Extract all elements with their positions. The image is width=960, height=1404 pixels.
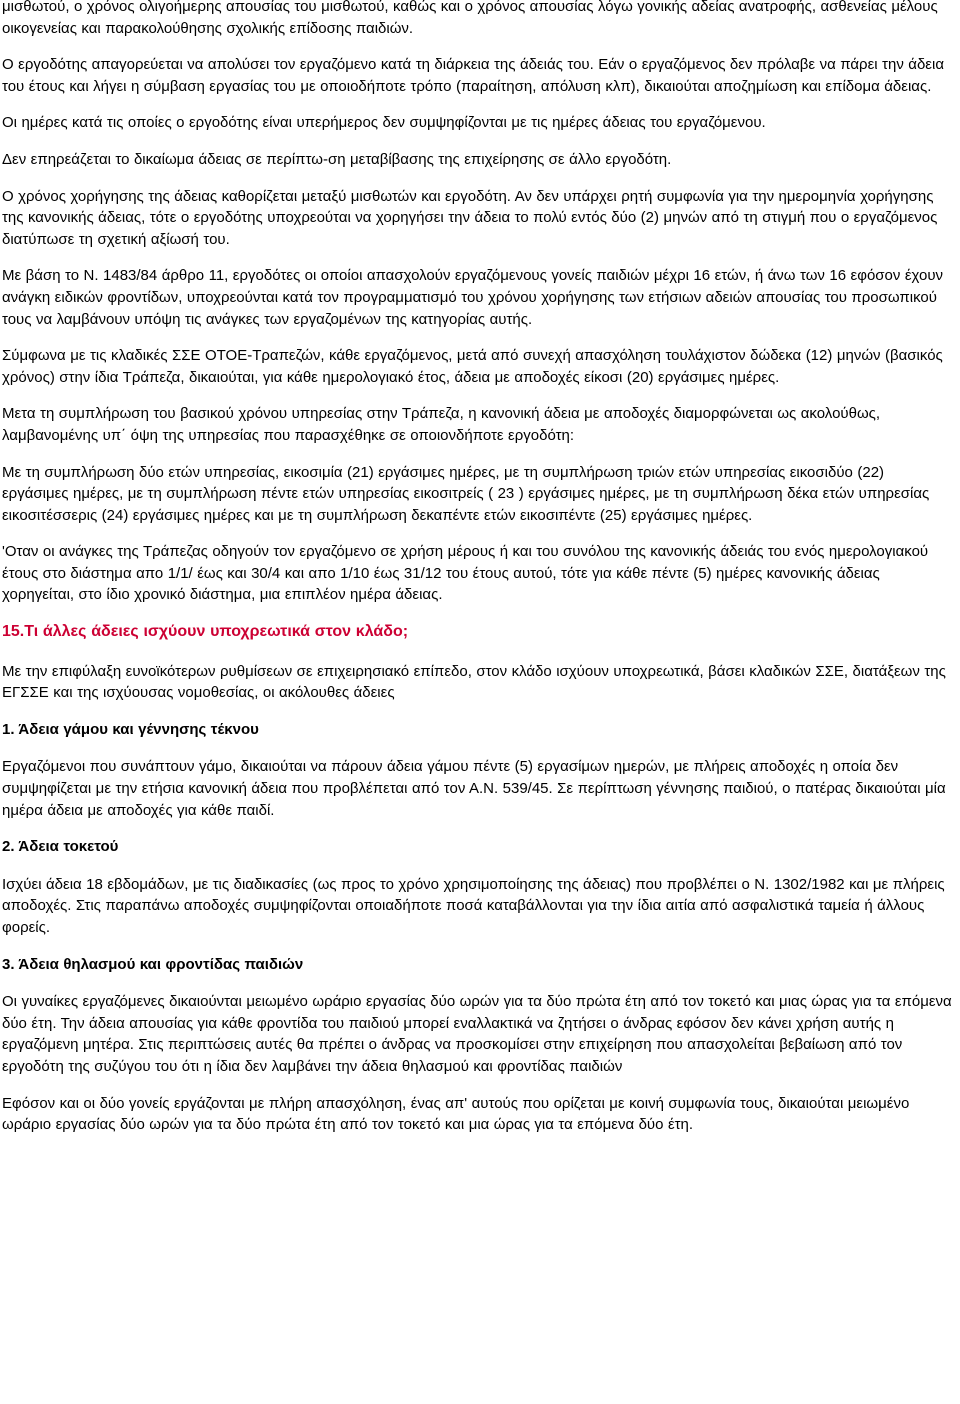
paragraph-otoe-agreement: Σύμφωνα με τις κλαδικές ΣΣΕ ΟΤΟΕ-Τραπεζών, κάθε εργαζόμενος, μετά από συνεχή απασχόληση τουλάχιστον δώδεκα (12) μηνών (βασικός χρόνος) στην ίδια Τράπεζα, δικαιούται, για κάθε ημερολογιακό έτος, άδεια με αποδοχές είκοσι (20) εργάσιμες ημέρες. (2, 347, 943, 386)
paragraph-parents-law: Με βάση το Ν. 1483/84 άρθρο 11, εργοδότες οι οποίοι απασχολούν εργαζόμενους γονείς παιδιών μέχρι 16 ετών, ή άνω των 16 εφόσον έχουν ανάγκη ειδικών φροντίδων, υποχρεούνται κατά τον προγραμματισμό του χρόνου χορήγησης των ετήσιων αδειών απουσίας του προσωπικού τους να λαμβάνουν υπόψη τις ανάγκες των εργαζομένων της κατηγορίας αυτής. (2, 267, 944, 328)
subsection-heading-maternity: 2. Άδεια τοκετού (2, 838, 119, 856)
paragraph-dismissal-prohibition: Ο εργοδότης απαγορεύεται να απολύσει τον εργαζόμενο κατά τη διάρκεια της άδειάς του. Εάν ο εργαζόμενος δεν πρόλαβε να πάρει την άδεια του έτους και λήγει η σύμβαση εργασίας του με οποιοδήποτε τρόπο (παραίτηση, απόλυση κλπ), δικαιούται αποζημίωση και επίδομα άδειας. (2, 56, 944, 95)
paragraph-leave-timing: Ο χρόνος χορήγησης της άδειας καθορίζεται μεταξύ μισθωτών και εργοδότη. Αν δεν υπάρχει ρητή συμφωνία για την ημερομηνία χορήγησης της κανονικής άδειας, τότε ο εργοδότης υποχρεούται να χορηγήσει την άδεια το πολύ εντός δύο (2) μηνών από τη στιγμή που ο εργαζόμενος διατύπωσε τη σχετική αξίωσή του. (2, 187, 938, 248)
subsection-heading-childcare: 3. Άδεια θηλασμού και φροντίδας παιδιών (2, 955, 304, 973)
paragraph-leave-calculation: μισθωτού, ο χρόνος ολιγοήμερης απουσίας του μισθωτού, καθώς και ο χρόνος απουσίας λόγω γονικής αδείας ανατροφής, ασθενείας μέλους οικογενείας και παρακολούθησης σχολικής επίδοσης παιδιών. (2, 0, 938, 37)
subsection-paragraph-both-parents: Εφόσον και οι δύο γονείς εργάζονται με πλήρη απασχόληση, ένας απ' αυτούς που ορίζεται με κοινή συμφωνία τους, δικαιούται μειωμένο ωράριο εργασίας δύο ωρών για τα δύο πρώτα έτη από τον τοκετό και μια ώρας για τα επόμενα δύο έτη. (2, 1094, 910, 1134)
subsection-paragraph-childcare: Οι γυναίκες εργαζόμενες δικαιούνται μειωμένο ωράριο εργασίας δύο ωρών για τα δύο πρώτα έτη από τον τοκετό και μιας ώρας για τα επόμενα δύο έτη. Την άδεια απουσίας για κάθε φροντίδα του παιδιού μπορεί εναλλακτικά να ζητήσει ο άνδρας εφόσον δεν κάνει χρήση αυτής η εργαζόμενη μητέρα. Στις περιπτώσεις αυτές θα πρέπει ο άνδρας να προσκομίσει στην επιχείρηση που απασχολείται βεβαίωση από τον εργοδότη της συζύγου του ότι η ίδια δεν λαμβάνει την άδεια θηλασμού και φροντίδας παιδιών (2, 993, 952, 1075)
document-body (2, 0, 952, 1151)
subsection-paragraph-maternity: Ισχύει άδεια 18 εβδομάδων, με τις διαδικασίες (ως προς το χρόνο χρησιμοποίησης της άδειας) που προβλέπει ο Ν. 1302/1982 και με πλήρεις αποδοχές. Στις παραπάνω αποδοχές συμψηφίζονται οποιαδήποτε ποσά καταβάλλονται για την ίδια αιτία από ασφαλιστικά ταμεία ή άλλους φορείς. (2, 875, 945, 936)
paragraph-off-season-bonus: 'Οταν οι ανάγκες της Τράπεζας οδηγούν τον εργαζόμενο σε χρήση μέρους ή και του συνόλου της κανονικής άδειάς του ενός ημερολογιακού έτους στο διάστημα απο 1/1/ έως και 30/4 και απο 1/10 έως 31/12 του έτους αυτού, τότε για κάθε πέντε (5) ημέρες κανονικής άδειας χορηγείται, στο ίδιο χρονικό διάστημα, μια επιπλέον ημέρα άδειας. (2, 543, 929, 604)
paragraph-employer-default: Οι ημέρες κατά τις οποίες ο εργοδότης είναι υπερήμερος δεν συμψηφίζονται με τις ημέρες άδειας του εργαζόμενου. (2, 114, 766, 132)
section-heading: 15.Τι άλλες άδειες ισχύουν υποχρεωτικά στον κλάδο; (2, 623, 409, 641)
paragraph-leave-scale: Με τη συμπλήρωση δύο ετών υπηρεσίας, εικοσιμία (21) εργάσιμες ημέρες, με τη συμπλήρωση τριών ετών υπηρεσίας εικοσιδύο (22) εργάσιμες ημέρες, με τη συμπλήρωση πέντε ετών υπηρεσίας εικοσιτρείς ( 23 ) εργάσιμες ημέρες, με τη συμπλήρωση δέκα ετών υπηρεσίας εικοσιτέσσερις (24) εργάσιμες ημέρες και με τη συμπλήρωση δεκαπέντε ετών εικοσιπέντε (25) εργάσιμες ημέρες. (2, 463, 930, 524)
subsection-paragraph-marriage: Εργαζόμενοι που συνάπτουν γάμο, δικαιούται να πάρουν άδεια γάμου πέντε (5) εργασίμων ημερών, με πλήρεις αποδοχές η οποία δεν συμψηφίζεται με την ετήσια κανονική άδεια που προβλέπεται από τον Α.Ν. 539/45. Σε περίπτωση γέννησης παιδιού, ο πατέρας δικαιούται μία ημέρα άδεια με αποδοχές για κάθε παιδί. (2, 758, 946, 819)
section-intro: Με την επιφύλαξη ευνοϊκότερων ρυθμίσεων σε επιχειρησιακό επίπεδο, στον κλάδο ισχύουν υποχρεωτικά, βάσει κλαδικών ΣΣΕ, διατάξεων της ΕΓΣΣΕ και της ισχύουσας νομοθεσίας, οι ακόλουθες άδειες (2, 662, 946, 702)
paragraph-business-transfer: Δεν επηρεάζεται το δικαίωμα άδειας σε περίπτω-ση μεταβίβασης της επιχείρησης σε άλλο εργοδότη. (2, 150, 672, 168)
paragraph-after-basic-service: Μετα τη συμπλήρωση του βασικού χρόνου υπηρεσίας στην Τράπεζα, η κανονική άδεια με αποδοχές διαμορφώνεται ως ακολούθως, λαμβανομένης υπ΄ όψη της υπηρεσίας που παρασχέθηκε σε οποιονδήποτε εργοδότη: (2, 405, 881, 444)
subsection-heading-marriage: 1. Άδεια γάμου και γέννησης τέκνου (2, 720, 259, 738)
